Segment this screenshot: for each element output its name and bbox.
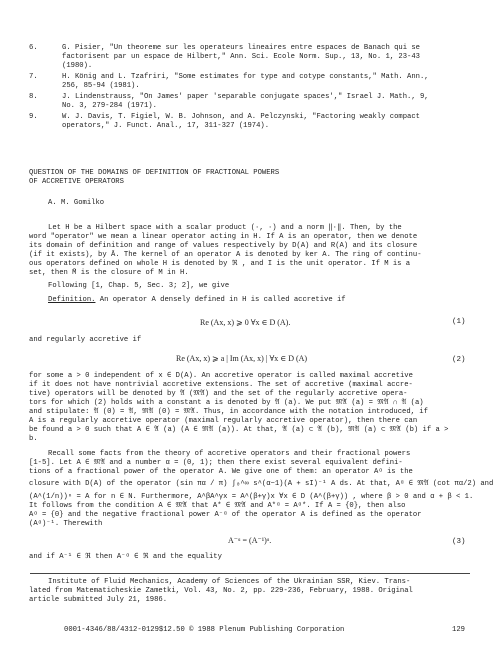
equation-3: A⁻ᵅ = (A⁻¹)ᵅ. [228,536,272,545]
ref-line: H. König and L. Tzafriri, "Some estimates for type and cotype constants," Math. Ann., [62,73,429,81]
footer-divider [30,573,470,574]
body-line: if it does not have nontrivial accretive extensions. The set of accretive (maximal accre- [29,381,413,389]
body-line: for some a > 0 independent of x ∈ D(A). An accretive operator is called maximal accretive [29,372,413,380]
body-line: tions of a fractional power of the operator A. We give one of them: an operator Aᵅ is the [29,468,413,476]
ref-line: 256, 85-94 (1981). [62,82,140,90]
body-line: closure with D(A) of the operator (sin πα / π) ∫₀^∞ s^(α−1)(A + sI)⁻¹ A ds. At that, Aᵅ ∈ 𝔐𝔄 (cot πα/2) and [29,480,494,488]
page-number: 129 [452,626,465,634]
body-line: b. [29,435,38,443]
definition-label: Definition. [48,296,96,304]
body-line: Following [1, Chap. 5, Sec. 3; 2], we give [48,282,230,290]
affiliation-line: article submitted July 21, 1986. [29,596,168,604]
definition-line [48,296,346,305]
body-line: tive) operators will be denoted by 𝔄 (𝔐𝔄) and the set of the regularly accretive opera- [29,390,408,398]
body-line: word "operator" we mean a linear operator acting in H. If A is an operator, then we denote [29,233,418,241]
body-line: It follows from the condition A ∈ 𝔐𝔄 that A* ∈ 𝔐𝔄 and A*ᵅ = Aᵅ*. If A = {0}, then also [29,502,406,510]
ref-number: 7. [29,73,38,81]
ref-number: 8. [29,93,38,101]
article-title: OF ACCRETIVE OPERATORS [29,178,124,186]
body-line: and regularly accretive if [29,336,142,344]
author: A. M. Gomilko [48,199,105,207]
ref-line: W. J. Davis, T. Figiel, W. B. Johnson, and A. Pelczynski, "Factoring weakly compact [62,113,420,121]
definition-text: An operator A densely defined in H is called accretive if [95,296,346,304]
body-line: Recall some facts from the theory of accretive operators and their fractional powers [48,450,411,458]
ref-line: No. 3, 279-284 (1971). [62,102,157,110]
ref-line: G. Pisier, "Un theoreme sur les operateurs lineaires entre espaces de Banach qui se [62,44,420,52]
ref-line: (1980). [62,62,93,70]
ref-line: operators," J. Funct. Anal., 17, 311-327 (1974). [62,122,270,130]
ref-number: 6. [29,44,38,52]
affiliation-line: Institute of Fluid Mechanics, Academy of Sciences of the Ukrainian SSR, Kiev. Trans- [48,578,411,586]
ref-line: J. Lindenstrauss, "On James' paper 'separable conjugate spaces'," Israel J. Math., 9, [62,93,429,101]
body-line: be found a > 0 such that A ∈ 𝔄 (a) (A ∈ 𝔐𝔄 (a)). At that, 𝔄 (a) ⊂ 𝔄 (b), 𝔐𝔄 (a) ⊂ 𝔐𝔄 (b) if a > [29,426,449,434]
body-line: (Aᵅ)⁻¹. Therewith [29,520,103,528]
body-line: tors for which (2) holds with a constant a is denoted by 𝔄 (a). We put 𝔐𝔄 (a) = 𝔐𝔄 ∩ 𝔄 (a) [29,399,424,407]
body-line: Aᵅ = {0} and the negative fractional power A⁻ᵅ of the operator A is defined as the operator [29,511,422,519]
equation-1-number: (1) [452,318,466,326]
equation-3-number: (3) [452,538,466,546]
body-line: (A^(1/n))ⁿ = A for n ∈ N. Furthermore, A^βA^γx = A^(β+γ)x ∀x ∈ D (A^(β+γ)) , where β > 0 and α + β < 1. [29,493,474,501]
ref-number: 9. [29,113,38,121]
body-line: ous operators defined on whole H is denoted by ℜ , and I is the unit operator. If M is a [29,260,411,268]
body-line: its domain of definition and range of values respectively by D(A) and R(A) and its closure [29,242,418,250]
article-title: QUESTION OF THE DOMAINS OF DEFINITION OF FRACTIONAL POWERS [29,169,280,177]
body-line: Let H be a Hilbert space with a scalar product (·, ·) and a norm ‖·‖. Then, by the [48,224,402,232]
affiliation-line: lated from Matematicheskie Zametki, Vol. 43, No. 2, pp. 229-236, February, 1988. Original [29,587,413,595]
body-line: (if it exists), by Ā. The kernel of an operator A is denoted by ker A. The ring of continu- [29,251,422,259]
copyright-code: 0001-4346/88/4312-0129$12.50 © 1988 Plenum Publishing Corporation [64,626,345,634]
body-line: A is a regularly accretive operator (maximal regularly accretive operator), then there can [29,417,418,425]
ref-line: factorisent par un espace de Hilbert," Ann. Sci. Ecole Norm. Sup., 13, No. 1, 23-43 [62,53,420,61]
body-line: and if A⁻¹ ∈ ℜ then A⁻ᵅ ∈ ℜ and the equality [29,553,222,561]
body-line: and stipulate: 𝔄 (0) = 𝔄, 𝔐𝔄 (0) = 𝔐𝔄. Thus, in accordance with the notation introduced, if [29,408,428,416]
body-line: set, then M̄ is the closure of M in H. [29,269,189,277]
equation-2: Re (Ax, x) ⩾ a | Im (Ax, x) | ∀x ∈ D (A) [176,354,308,363]
equation-1: Re (Ax, x) ⩾ 0 ∀x ∈ D (A). [200,318,291,327]
body-line: [1-5]. Let A ∈ 𝔐𝔄 and a number α = (0, 1); then there exist several equivalent defini- [29,459,403,467]
equation-2-number: (2) [452,356,466,364]
